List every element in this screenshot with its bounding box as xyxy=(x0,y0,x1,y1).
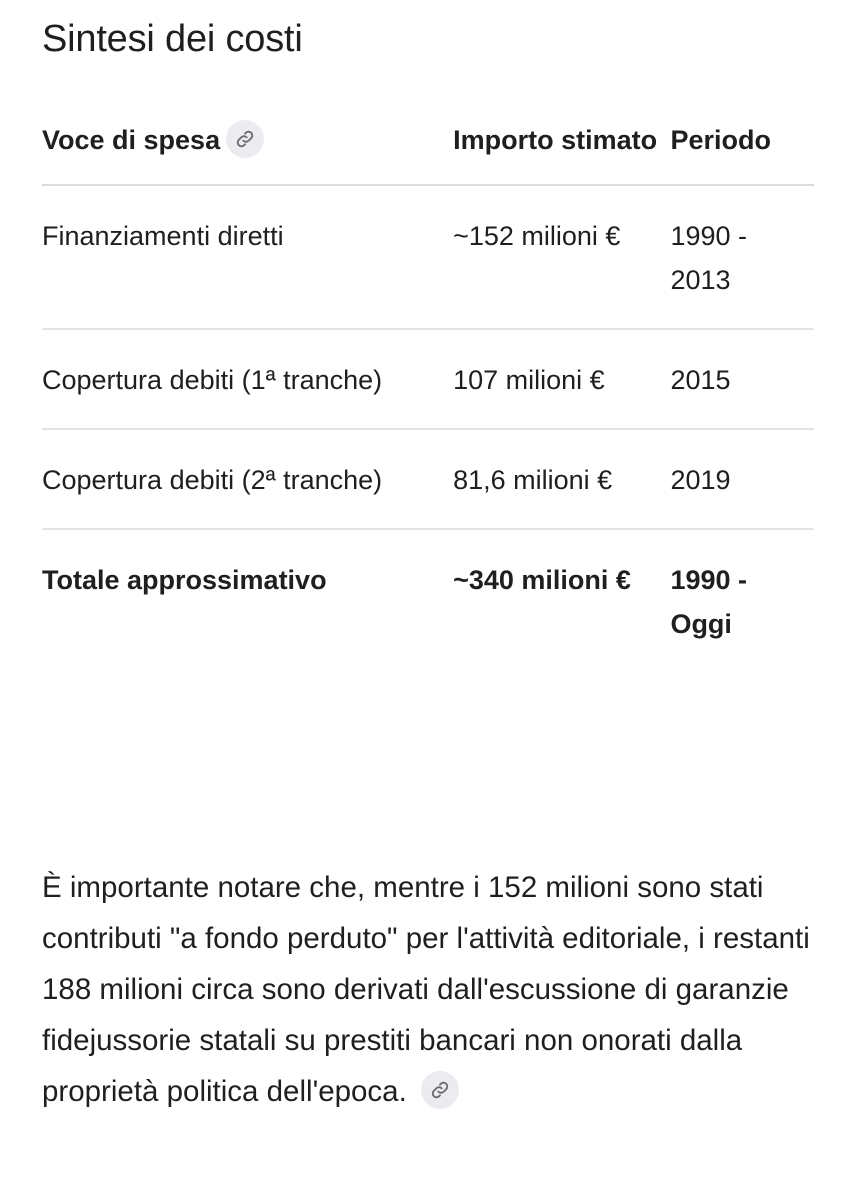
header-voce-label: Voce di spesa xyxy=(42,125,221,155)
cell-voce: Copertura debiti (2ª tranche) xyxy=(42,429,453,529)
link-icon[interactable] xyxy=(226,120,264,158)
table-row xyxy=(42,185,814,329)
header-voce-di-spesa xyxy=(42,118,453,185)
total-importo: ~340 milioni € xyxy=(453,565,631,595)
cost-summary-table xyxy=(42,118,814,672)
cell-periodo: 1990 - 2013 xyxy=(670,185,814,329)
header-importo-stimato: Importo stimato xyxy=(453,118,670,185)
table-total-row xyxy=(42,529,814,672)
table-header-row xyxy=(42,118,814,185)
link-icon[interactable] xyxy=(421,1071,459,1109)
note-paragraph xyxy=(42,862,822,1117)
total-periodo: 1990 - Oggi xyxy=(670,565,747,639)
cell-voce: Finanziamenti diretti xyxy=(42,185,453,329)
cell-periodo: 2019 xyxy=(670,429,814,529)
cell-voce: Copertura debiti (1ª tranche) xyxy=(42,329,453,429)
cell-importo: 107 milioni € xyxy=(453,329,670,429)
table-row xyxy=(42,329,814,429)
cell-importo: 81,6 milioni € xyxy=(453,429,670,529)
cell-importo: ~152 milioni € xyxy=(453,185,670,329)
table-row xyxy=(42,429,814,529)
total-voce: Totale approssimativo xyxy=(42,565,327,595)
note-text: È importante notare che, mentre i 152 milioni sono stati contributi "a fondo perduto" per l'attività editoriale, i restanti 188 milioni circa sono derivati dall'escussione di garanzie fidejussorie statali su prestiti bancari non onorati dalla proprietà politica dell'epoca. xyxy=(42,871,810,1108)
page-title: Sintesi dei costi xyxy=(42,18,303,60)
header-periodo: Periodo xyxy=(670,118,814,185)
cell-periodo: 2015 xyxy=(670,329,814,429)
